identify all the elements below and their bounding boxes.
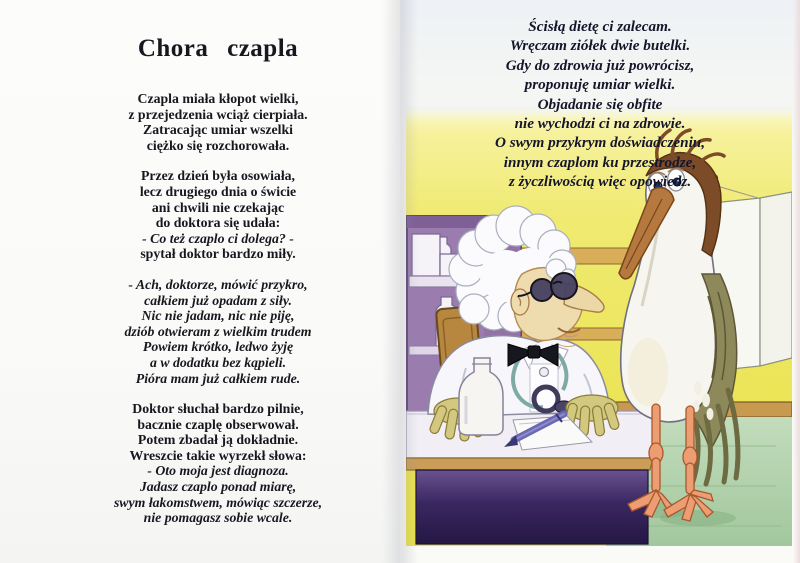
poem-line: lecz drugiego dnia o świcie [139, 183, 297, 199]
left-page-text [42, 34, 394, 541]
page-edge [793, 0, 800, 563]
poem-line: Gdy do zdrowia już powrócisz, [505, 56, 695, 74]
poem-line: ciężko się rozchorowała. [146, 137, 290, 153]
poem-line: do doktora się udała: [155, 215, 281, 231]
stanza-3 [42, 277, 394, 386]
poem-line: O swym przykrym doświadczeniu, [494, 134, 706, 152]
poem-line: z życzliwością więc opowiedz. [508, 173, 692, 191]
poem-line: Wręczam ziółek dwie butelki. [509, 37, 691, 55]
poem-line: Ścisłą dietę ci zalecam. [528, 18, 672, 35]
poem-line: swym łakomstwem, mówiąc szczerze, [113, 494, 323, 510]
poem-line: Doktor słuchał bardzo pilnie, [132, 401, 304, 417]
poem-line: - Oto moja jest diagnoza. [147, 463, 289, 479]
poem-line: - Ach, doktorze, mówić przykro, [128, 276, 308, 292]
poem-line: innym czaplom ku przestrodze, [503, 153, 697, 171]
poem-line: bacznie czaplę obserwował. [137, 416, 299, 432]
poem-line: z przejedzenia wciąż cierpiała. [128, 106, 308, 122]
page-title: Chora czapla [137, 35, 299, 62]
poem-line: spytał doktor bardzo miły. [140, 246, 296, 262]
stanza-4 [42, 401, 394, 526]
poem-line: dziób otwieram z wielkim trudem [124, 323, 312, 339]
poem-line: całkiem już opadam z siły. [144, 292, 292, 308]
stanza-2 [42, 168, 394, 262]
poem-line: Przez dzień była osowiała, [140, 168, 296, 184]
poem-line: Jadasz czaplo ponad miarę, [139, 479, 297, 495]
stanza-1 [42, 91, 394, 153]
poem-line: Czapla miała kłopot wielki, [137, 91, 299, 106]
poem-line: a w dodatku bez kąpieli. [149, 354, 287, 370]
poem-line: Zatracając umiar wszelki [143, 122, 293, 138]
coat-button [540, 368, 549, 377]
poem-line: ani chwili nie czekając [151, 199, 285, 215]
poem-line: Pióra mam już całkiem rude. [135, 370, 301, 386]
poem-line: nie pomagasz sobie wcale. [143, 510, 293, 526]
poem-line: Nic nie jadam, nic nie piję, [141, 308, 295, 324]
poem-line: nie wychodzi ci na zdrowie. [514, 115, 686, 133]
right-page-text [410, 17, 790, 192]
poem-line: Wreszcie takie wyrzekł słowa: [129, 447, 307, 463]
poem-line: Potem zbadał ją dokładnie. [137, 432, 299, 448]
poem-line: Objadanie się obfite [537, 95, 663, 113]
poem-line: Powiem krótko, ledwo żyję [142, 339, 294, 355]
poem-line: - Co też czaplo ci dolega? - [142, 230, 294, 246]
poem-line: proponuję umiar wielki. [524, 76, 676, 94]
right-page [400, 0, 800, 563]
